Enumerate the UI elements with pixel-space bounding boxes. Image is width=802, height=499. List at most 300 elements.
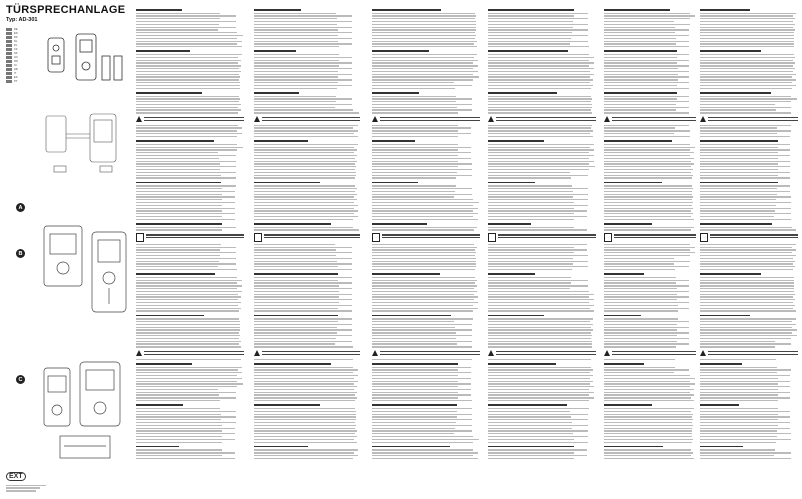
- body-text-line: [136, 302, 241, 303]
- body-text-line: [136, 15, 236, 16]
- body-text-line: [136, 161, 236, 162]
- language-code: DE: [14, 28, 18, 32]
- body-text-line: [488, 367, 591, 368]
- body-text-line: [254, 449, 358, 450]
- body-text-line: [700, 288, 794, 289]
- body-text-line: [372, 258, 476, 259]
- body-text-line: [604, 389, 694, 390]
- body-text-line: [488, 436, 588, 437]
- body-text-line: [136, 133, 242, 134]
- body-text-line: [700, 82, 792, 83]
- body-text-line: [136, 335, 240, 336]
- body-text-line: [372, 65, 478, 66]
- body-text-line: [488, 321, 590, 322]
- body-text-line: [254, 98, 352, 99]
- body-text-line: [604, 38, 676, 39]
- body-text-line: [136, 101, 239, 102]
- body-text-line: [136, 13, 220, 14]
- body-text-line: [254, 149, 357, 150]
- body-text-line: [136, 175, 221, 176]
- section-heading-line: [372, 273, 440, 275]
- body-text-line: [372, 125, 458, 126]
- body-text-line: [372, 338, 456, 339]
- body-text-line: [700, 389, 778, 390]
- body-text-line: [254, 29, 338, 30]
- body-text-line: [254, 125, 358, 126]
- section-heading-line: [136, 9, 182, 11]
- body-text-line: [254, 436, 357, 437]
- section-heading-line: [254, 140, 308, 142]
- body-text-line: [700, 68, 795, 69]
- body-text-line: [488, 194, 588, 195]
- body-text-line: [700, 439, 791, 440]
- body-text-line: [372, 109, 472, 110]
- body-text-line: [604, 32, 675, 33]
- body-text-line: [136, 436, 222, 437]
- body-text-line: [254, 13, 336, 14]
- body-text-line: [254, 378, 354, 379]
- body-text-line: [700, 346, 775, 347]
- body-text-line: [372, 302, 478, 303]
- body-text-line: [488, 372, 590, 373]
- installation-drawing: [44, 362, 120, 458]
- section-heading-line: [700, 363, 742, 365]
- body-text-line: [372, 60, 478, 61]
- warning-text-line: [710, 237, 798, 238]
- body-text-line: [254, 252, 352, 253]
- body-text-line: [604, 367, 675, 368]
- body-text-line: [604, 422, 692, 423]
- warning-text-line: [382, 234, 480, 235]
- body-text-line: [136, 107, 238, 108]
- body-text-line: [136, 29, 218, 30]
- language-code: HU: [14, 56, 18, 60]
- body-text-line: [488, 302, 589, 303]
- body-text-line: [604, 310, 678, 311]
- section-heading-line: [604, 92, 677, 94]
- body-text-line: [372, 13, 475, 14]
- body-text-line: [604, 302, 689, 303]
- body-text-line: [604, 68, 678, 69]
- body-text-line: [604, 359, 675, 360]
- body-text-line: [254, 169, 355, 170]
- body-text-line: [604, 152, 694, 153]
- body-text-line: [136, 32, 237, 33]
- body-text-line: [604, 188, 693, 189]
- body-text-line: [254, 318, 352, 319]
- body-text-line: [604, 107, 689, 108]
- body-text-line: [372, 425, 472, 426]
- warning-note: [372, 233, 480, 242]
- section-heading-line: [488, 182, 535, 184]
- body-text-line: [254, 57, 352, 58]
- body-text-line: [372, 185, 456, 186]
- body-text-line: [254, 205, 358, 206]
- body-text-line: [136, 88, 240, 89]
- body-text-line: [604, 430, 692, 431]
- body-text-line: [604, 85, 677, 86]
- body-text-line: [372, 41, 477, 42]
- body-text-line: [604, 452, 693, 453]
- body-text-line: [254, 375, 358, 376]
- body-text-line: [136, 247, 236, 248]
- flag-icon: [6, 32, 12, 35]
- body-text-line: [254, 458, 353, 459]
- body-text-line: [136, 24, 219, 25]
- body-text-line: [254, 177, 355, 178]
- body-text-line: [604, 411, 691, 412]
- body-text-line: [254, 41, 338, 42]
- body-text-line: [700, 125, 791, 126]
- body-text-line: [254, 88, 337, 89]
- body-text-line: [136, 21, 236, 22]
- body-text-line: [488, 327, 591, 328]
- body-text-line: [604, 29, 689, 30]
- body-text-line: [372, 24, 476, 25]
- body-text-line: [372, 244, 474, 245]
- address-block: [6, 485, 46, 492]
- body-text-line: [700, 258, 793, 259]
- body-text-line: [254, 383, 354, 384]
- section-heading-line: [700, 92, 771, 94]
- flag-icon: [6, 68, 12, 71]
- body-text-line: [488, 41, 588, 42]
- body-text-line: [488, 210, 587, 211]
- body-text-line: [488, 397, 594, 398]
- body-text-line: [254, 288, 352, 289]
- body-text-line: [700, 104, 775, 105]
- body-text-line: [604, 455, 691, 456]
- document-title: TÜRSPRECHANLAGE: [6, 4, 126, 16]
- body-text-line: [604, 458, 694, 459]
- body-text-line: [254, 291, 339, 292]
- section-heading-line: [372, 9, 441, 11]
- body-text-line: [254, 455, 358, 456]
- body-text-line: [254, 408, 355, 409]
- warning-note: [136, 350, 244, 357]
- body-text-line: [488, 101, 591, 102]
- body-text-line: [700, 383, 778, 384]
- body-text-line: [136, 166, 236, 167]
- body-text-line: [488, 383, 590, 384]
- body-text-line: [700, 76, 792, 77]
- body-text-line: [700, 269, 793, 270]
- section-heading-line: [488, 446, 574, 448]
- body-text-line: [136, 252, 236, 253]
- body-text-line: [136, 35, 243, 36]
- body-text-line: [372, 442, 473, 443]
- body-text-line: [604, 449, 691, 450]
- body-text-line: [136, 149, 237, 150]
- body-text-line: [700, 397, 790, 398]
- body-text-line: [254, 109, 353, 110]
- body-text-line: [488, 155, 594, 156]
- body-text-line: [136, 397, 236, 398]
- body-text-line: [372, 346, 472, 347]
- section-heading-line: [372, 315, 451, 317]
- body-text-line: [700, 216, 774, 217]
- body-text-line: [136, 191, 235, 192]
- body-text-line: [488, 177, 571, 178]
- body-text-line: [700, 38, 794, 39]
- body-text-line: [488, 136, 593, 137]
- body-text-line: [136, 430, 222, 431]
- body-text-line: [488, 82, 590, 83]
- body-text-line: [254, 32, 352, 33]
- disposal-bin-icon: [372, 233, 380, 242]
- body-text-line: [372, 62, 473, 63]
- body-text-line: [700, 299, 795, 300]
- body-text-line: [488, 85, 593, 86]
- body-text-line: [136, 60, 241, 61]
- body-text-line: [136, 219, 235, 220]
- body-text-line: [604, 104, 676, 105]
- body-text-line: [254, 329, 352, 330]
- body-text-line: [372, 169, 472, 170]
- body-text-line: [700, 436, 777, 437]
- body-text-line: [136, 82, 240, 83]
- body-text-line: [604, 158, 694, 159]
- body-text-line: [488, 213, 574, 214]
- body-text-line: [700, 369, 791, 370]
- body-text-line: [372, 127, 471, 128]
- body-text-line: [604, 136, 690, 137]
- body-text-line: [604, 208, 693, 209]
- body-text-line: [254, 442, 357, 443]
- warning-text-line: [144, 351, 244, 352]
- body-text-line: [254, 386, 357, 387]
- body-text-line: [488, 419, 588, 420]
- body-text-line: [136, 386, 237, 387]
- body-text-line: [372, 324, 472, 325]
- body-text-line: [700, 149, 790, 150]
- body-text-line: [254, 269, 352, 270]
- body-text-line: [604, 332, 689, 333]
- body-text-line: [254, 46, 339, 47]
- section-heading-line: [372, 363, 458, 365]
- body-text-line: [700, 158, 778, 159]
- body-text-line: [254, 163, 355, 164]
- warning-text-line: [264, 237, 360, 238]
- body-text-line: [604, 288, 677, 289]
- footer: [6, 465, 46, 493]
- body-text-line: [488, 341, 592, 342]
- body-text-line: [604, 155, 690, 156]
- body-text-line: [488, 62, 594, 63]
- body-text-line: [488, 458, 574, 459]
- body-text-line: [604, 227, 694, 228]
- section-heading-line: [254, 50, 296, 52]
- body-text-line: [136, 442, 222, 443]
- body-text-line: [372, 29, 476, 30]
- body-text-line: [254, 433, 355, 434]
- body-text-line: [136, 408, 220, 409]
- body-text-line: [604, 321, 689, 322]
- body-text-line: [372, 27, 476, 28]
- body-text-line: [700, 21, 793, 22]
- body-text-line: [604, 202, 693, 203]
- warning-icon: [700, 116, 706, 122]
- body-text-line: [700, 227, 792, 228]
- section-heading-line: [136, 363, 192, 365]
- warning-note: [700, 116, 798, 123]
- warning-note: [372, 350, 480, 357]
- body-text-line: [604, 266, 689, 267]
- body-text-line: [604, 127, 675, 128]
- body-text-line: [488, 411, 570, 412]
- warning-text-line: [146, 237, 244, 238]
- section-heading-line: [700, 273, 761, 275]
- body-text-line: [254, 327, 337, 328]
- body-text-line: [488, 269, 572, 270]
- body-text-line: [136, 321, 240, 322]
- body-text-line: [136, 210, 222, 211]
- body-text-line: [488, 127, 591, 128]
- warning-text-line: [710, 234, 798, 235]
- body-text-line: [700, 310, 796, 311]
- warning-note: [136, 233, 244, 242]
- body-text-line: [604, 185, 692, 186]
- body-text-line: [488, 43, 570, 44]
- body-text-line: [604, 216, 691, 217]
- flag-icon: [6, 76, 12, 79]
- body-text-line: [372, 191, 455, 192]
- body-text-line: [136, 280, 242, 281]
- body-text-line: [604, 255, 690, 256]
- body-text-line: [604, 258, 674, 259]
- body-text-line: [488, 79, 593, 80]
- body-text-line: [254, 392, 357, 393]
- warning-text-line: [146, 234, 244, 235]
- body-text-line: [700, 285, 794, 286]
- body-text-line: [700, 107, 791, 108]
- section-heading-line: [254, 363, 331, 365]
- body-text-line: [254, 227, 353, 228]
- body-text-line: [254, 346, 353, 347]
- body-text-line: [700, 381, 790, 382]
- body-text-line: [604, 13, 690, 14]
- body-text-line: [136, 199, 222, 200]
- language-code: HR: [14, 68, 18, 72]
- body-text-line: [136, 109, 241, 110]
- body-text-line: [372, 458, 478, 459]
- section-heading-line: [136, 223, 222, 225]
- body-text-line: [700, 109, 776, 110]
- body-text-line: [700, 442, 776, 443]
- body-text-line: [136, 18, 220, 19]
- body-text-line: [254, 308, 338, 309]
- body-text-line: [254, 397, 357, 398]
- body-text-line: [700, 133, 777, 134]
- body-text-line: [700, 321, 792, 322]
- body-text-line: [604, 147, 695, 148]
- body-text-line: [254, 202, 354, 203]
- body-text-line: [604, 109, 676, 110]
- flag-icon: [6, 44, 12, 47]
- body-text-line: [254, 196, 354, 197]
- body-text-line: [136, 285, 242, 286]
- body-text-line: [372, 436, 473, 437]
- section-heading-line: [488, 273, 535, 275]
- body-text-line: [488, 112, 592, 113]
- body-text-line: [372, 199, 473, 200]
- body-text-line: [254, 428, 355, 429]
- body-text-line: [488, 439, 574, 440]
- body-text-line: [604, 199, 692, 200]
- language-code: SI: [14, 64, 17, 68]
- body-text-line: [372, 321, 454, 322]
- body-text-line: [604, 247, 695, 248]
- body-text-line: [254, 229, 359, 230]
- body-text-line: [700, 367, 777, 368]
- body-text-line: [700, 329, 797, 330]
- body-text-line: [604, 194, 692, 195]
- body-text-line: [604, 280, 689, 281]
- body-text-line: [700, 422, 790, 423]
- body-text-line: [488, 227, 574, 228]
- section-heading-line: [254, 9, 301, 11]
- body-text-line: [136, 169, 220, 170]
- body-text-line: [254, 452, 354, 453]
- body-text-line: [136, 188, 222, 189]
- body-text-line: [254, 65, 339, 66]
- body-text-line: [372, 369, 458, 370]
- body-text-line: [488, 35, 588, 36]
- warning-icon: [372, 350, 378, 356]
- body-text-line: [604, 299, 677, 300]
- body-text-line: [488, 425, 588, 426]
- body-text-line: [604, 285, 689, 286]
- body-text-line: [700, 185, 790, 186]
- section-heading-line: [254, 182, 320, 184]
- body-text-line: [604, 400, 694, 401]
- body-text-line: [488, 346, 592, 347]
- body-text-line: [136, 455, 222, 456]
- section-heading-line: [136, 50, 190, 52]
- body-text-line: [604, 392, 690, 393]
- language-code: NL: [14, 40, 18, 44]
- body-text-line: [372, 163, 472, 164]
- warning-note: [254, 350, 360, 357]
- disposal-bin-icon: [700, 233, 708, 242]
- section-heading-line: [700, 404, 739, 406]
- body-text-line: [254, 82, 338, 83]
- section-heading-line: [254, 446, 308, 448]
- section-heading-line: [372, 446, 450, 448]
- body-text-line: [136, 213, 235, 214]
- warning-text-line: [144, 354, 244, 355]
- body-text-line: [604, 130, 690, 131]
- body-text-line: [372, 54, 477, 55]
- body-text-line: [488, 285, 588, 286]
- body-text-line: [604, 15, 695, 16]
- body-text-line: [372, 213, 478, 214]
- warning-text-line: [498, 237, 596, 238]
- section-label-b: B: [16, 249, 25, 258]
- warning-icon: [254, 350, 260, 356]
- body-text-line: [136, 68, 239, 69]
- body-text-line: [700, 112, 791, 113]
- body-text-line: [254, 24, 337, 25]
- body-text-line: [488, 335, 592, 336]
- body-text-line: [700, 332, 792, 333]
- section-heading-line: [136, 404, 183, 406]
- body-text-line: [136, 419, 221, 420]
- body-text-line: [604, 425, 693, 426]
- body-text-line: [372, 310, 473, 311]
- body-text-line: [136, 43, 237, 44]
- body-text-line: [700, 60, 793, 61]
